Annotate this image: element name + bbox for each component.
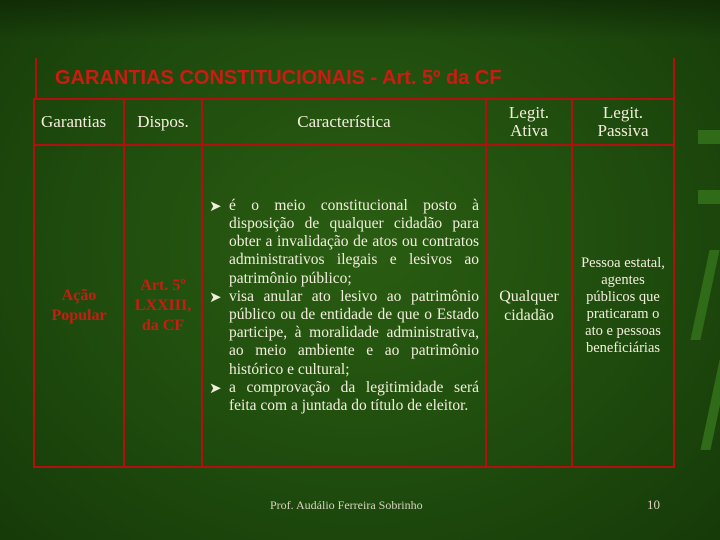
background-shade [0, 0, 720, 40]
decor-bar [698, 130, 720, 144]
table-header-row [34, 99, 674, 145]
header-dispos: Dispos. [124, 99, 202, 145]
dispos-line3: da CF [141, 317, 185, 334]
legit-ativa-line2: cidadão [504, 307, 554, 324]
dispos-line1: Art. 5º [140, 277, 186, 294]
legit-passiva-text: Pessoa estatal, agentes públicos que praticaram o ato e pessoas beneficiárias [581, 255, 665, 356]
footer-author: Prof. Audálio Ferreira Sobrinho [270, 498, 423, 512]
caracteristica-text: a comprovação da legitimidade será feita com a juntada do título de eleitor. [229, 378, 479, 415]
header-caracteristica: Característica [202, 99, 486, 145]
header-legit-passiva [572, 99, 674, 145]
cell-garantia [34, 145, 124, 467]
header-garantias: Garantias [34, 99, 124, 145]
list-item [209, 197, 479, 288]
arrow-bullet-icon: ➤ [209, 198, 222, 215]
list-item [209, 288, 479, 379]
slide-title: GARANTIAS CONSTITUCIONAIS - Art. 5º da CF [35, 58, 675, 98]
list-item [209, 379, 479, 415]
caracteristica-list [209, 197, 479, 415]
legit-ativa-line1: Qualquer [499, 288, 559, 305]
cell-legit-ativa [486, 145, 572, 467]
cell-dispos [124, 145, 202, 467]
header-legit-passiva-line1: Legit. [602, 103, 644, 122]
header-legit-ativa-line1: Legit. [508, 103, 550, 122]
guarantees-table [33, 98, 675, 468]
garantia-line2: Popular [51, 307, 107, 324]
garantia-line1: Ação [61, 287, 97, 304]
caracteristica-text: visa anular ato lesivo ao patrimônio público ou de entidade de que o Estado participe, à moralidade administrativa, ao meio ambiente e ao patrimônio histórico e cultural; [229, 287, 479, 378]
header-legit-ativa-line2: Ativa [510, 121, 548, 140]
table-row [34, 145, 674, 467]
cell-legit-passiva [572, 145, 674, 467]
decor-slash [700, 360, 720, 450]
decor-bar [698, 190, 720, 204]
cell-caracteristica [202, 145, 486, 467]
header-legit-passiva-line2: Passiva [597, 121, 649, 140]
caracteristica-text: é o meio constitucional posto à disposição de qualquer cidadão para obter a invalidação de atos ou contratos administrativos ilegais e lesivos ao patrimônio público; [229, 196, 479, 287]
arrow-bullet-icon: ➤ [209, 289, 222, 306]
arrow-bullet-icon: ➤ [209, 380, 222, 397]
page-number: 10 [647, 497, 660, 512]
dispos-line2: LXXIII, [134, 297, 192, 314]
header-legit-ativa [486, 99, 572, 145]
decor-slash [690, 250, 719, 340]
